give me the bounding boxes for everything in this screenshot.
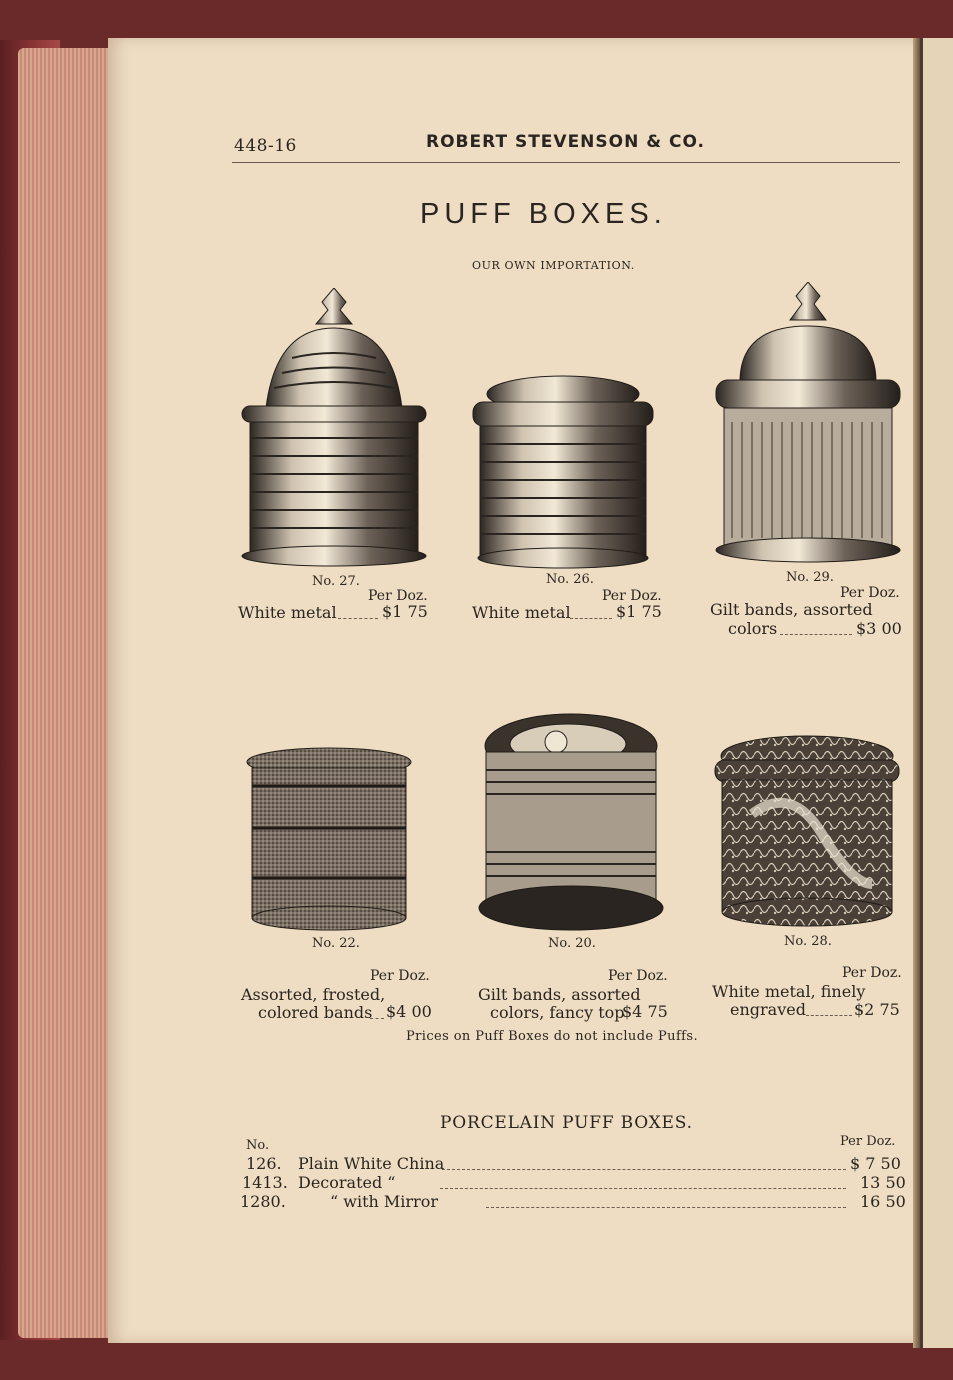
product-20-desc-line1: Gilt bands, assorted: [478, 985, 641, 1004]
page-subtitle: OUR OWN IMPORTATION.: [472, 259, 635, 272]
product-28-per-doz: Per Doz.: [842, 965, 902, 981]
product-27-price: $1 75: [382, 602, 428, 621]
product-22-desc-line2: colored bands: [258, 1003, 373, 1022]
product-28-desc-line2: engraved: [730, 1000, 806, 1019]
puff-box-27-illustration: [236, 288, 432, 570]
puff-box-26-illustration: [470, 372, 656, 570]
product-22-number: No. 22.: [312, 936, 360, 951]
product-27-number: No. 27.: [312, 574, 360, 589]
puff-box-20-illustration: [478, 712, 664, 932]
publisher-header: ROBERT STEVENSON & CO.: [426, 132, 706, 152]
puffs-note: Prices on Puff Boxes do not include Puffs.: [406, 1029, 698, 1044]
product-20-desc-line2: colors, fancy top: [490, 1003, 625, 1022]
product-20-number: No. 20.: [548, 936, 596, 951]
page-title: PUFF BOXES.: [420, 198, 667, 230]
porcelain-row-3-no: 1280.: [240, 1192, 286, 1211]
porcelain-row-3-leader: [486, 1207, 846, 1208]
product-20-per-doz: Per Doz.: [608, 968, 668, 984]
page-number: 448-16: [234, 136, 297, 156]
porcelain-row-2-no: 1413.: [242, 1173, 288, 1192]
product-22-leader: [370, 1018, 384, 1019]
porcelain-row-1-desc: Plain White China: [298, 1154, 445, 1173]
product-28-price: $2 75: [854, 1000, 900, 1019]
catalog-page: [108, 38, 920, 1343]
product-26-number: No. 26.: [546, 572, 594, 587]
product-29-number: No. 29.: [786, 570, 834, 585]
porcelain-row-1-no: 126.: [246, 1154, 282, 1173]
porcelain-col-no: No.: [246, 1138, 270, 1153]
porcelain-row-2-price: 13 50: [860, 1173, 906, 1192]
puff-box-29-illustration: [712, 282, 904, 566]
product-27-desc: White metal: [238, 603, 337, 622]
porcelain-col-per-doz: Per Doz.: [840, 1134, 896, 1149]
product-28-leader: [806, 1015, 852, 1016]
product-22-desc-line1: Assorted, frosted,: [241, 985, 386, 1004]
porcelain-title: PORCELAIN PUFF BOXES.: [440, 1113, 693, 1133]
product-22-per-doz: Per Doz.: [370, 968, 430, 984]
product-29-desc-line2: colors: [728, 619, 778, 638]
product-26-per-doz: Per Doz.: [602, 588, 662, 604]
product-26-leader: [570, 618, 612, 619]
product-26-price: $1 75: [616, 602, 662, 621]
product-28-desc-line1: White metal, finely: [712, 982, 866, 1001]
product-28-number: No. 28.: [784, 934, 832, 949]
porcelain-row-1-price: $ 7 50: [850, 1154, 901, 1173]
porcelain-row-2-desc: Decorated “: [298, 1173, 396, 1192]
porcelain-row-3-desc: “ with Mirror: [330, 1192, 438, 1211]
header-rule: [232, 162, 900, 163]
product-29-per-doz: Per Doz.: [840, 585, 900, 601]
porcelain-row-3-price: 16 50: [860, 1192, 906, 1211]
product-22-price: $4 00: [386, 1002, 432, 1021]
adjacent-page: [920, 38, 953, 1348]
product-27-per-doz: Per Doz.: [368, 588, 428, 604]
product-26-desc: White metal: [472, 603, 571, 622]
product-29-desc-line1: Gilt bands, assorted: [710, 600, 873, 619]
porcelain-row-1-leader: [442, 1169, 846, 1170]
product-29-price: $3 00: [856, 619, 902, 638]
puff-box-22-illustration: [244, 746, 414, 934]
product-20-price: $4 75: [622, 1002, 668, 1021]
product-27-leader: [338, 618, 378, 619]
puff-box-28-illustration: [712, 734, 902, 930]
porcelain-row-2-leader: [440, 1188, 846, 1189]
product-29-leader: [780, 634, 852, 635]
